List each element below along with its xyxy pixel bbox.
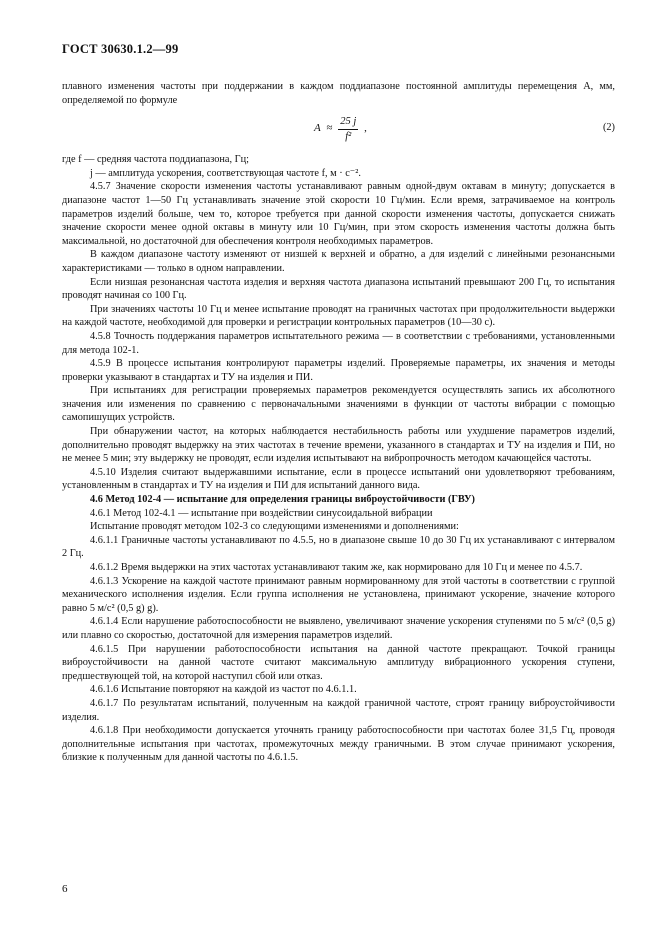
paragraph: При обнаружении частот, на которых наблюдается нестабильность работы или ухудшение параметров изделий, дополнительно проводят выдержку на этих частотах в течение времени, указанного в стандартах и ТУ на изделия и ПИ, но не менее 5 мин; эту выдержку не проводят, если изделия испытывают на вибропрочность методом качающейся частоты. (62, 426, 615, 465)
paragraph: 4.5.9 В процессе испытания контролируют параметры изделий. Проверяемые параметры, их значения и методы проверки указывают в стандартах и ТУ на изделия и ПИ. (62, 358, 615, 383)
paragraph: 4.6.1.3 Ускорение на каждой частоте принимают равным нормированному для этой частоты в соответствии с группой механического исполнения изделия. Если группа исполнения не установлена, принимают ускорение, значение которого равно 5 м/с² (0,5 g) g). (62, 575, 615, 614)
paragraph: 4.6.1.4 Если нарушение работоспособности не выявлено, увеличивают значение ускорения ступенями по 5 м/с² (0,5 g) или плавно со скоростью, достаточной для измерения параметров изделий. (62, 616, 615, 641)
section-heading: 4.6 Метод 102-4 — испытание для определения границы виброустойчивости (ГВУ) (90, 494, 475, 506)
page-number: 6 (62, 883, 68, 895)
paragraph: 4.6.1.2 Время выдержки на этих частотах устанавливают таким же, как нормировано для 10 Гц и менее по 4.5.7. (90, 562, 583, 573)
paragraph: Если низшая резонансная частота изделия и верхняя частота диапазона испытаний превышают 200 Гц, то испытания проводят начиная со 100 Гц. (62, 276, 615, 302)
formula-lhs: A (314, 122, 321, 135)
paragraph: 4.6.1.1 Граничные частоты устанавливают по 4.5.5, но в диапазоне свыше 10 до 30 Гц их устанавливают с интервалом 2 Гц. (62, 534, 615, 560)
paragraph: Испытание проводят методом 102-3 со следующими изменениями и дополнениями: (90, 521, 459, 533)
paragraph: При значениях частоты 10 Гц и менее испытание проводят на граничных частотах при продолжительности выдержки на каждой частоте, необходимой для проверки и регистрации контрольных параметров (10—30 с). (62, 303, 615, 329)
formula-fraction (338, 115, 358, 143)
document-header: ГОСТ 30630.1.2—99 (62, 42, 179, 56)
paragraph: 4.6.1.6 Испытание повторяют на каждой из частот по 4.6.1.1. (90, 684, 357, 696)
paragraph: плавного изменения частоты при поддержании в каждом поддиапазоне постоянной амплитуды перемещения A, мм, определяемой по формуле (62, 81, 615, 106)
formula-trail: , (364, 122, 367, 135)
paragraph: В каждом диапазоне частоту изменяют от низшей к верхней и обратно, а для изделий с линейными резонансными характеристиками — только в одном направлении. (62, 249, 615, 274)
paragraph: При испытаниях для регистрации проверяемых параметров рекомендуется осуществлять запись их абсолютного значения или изменения по сравнению с первоначальными значениями в функции от частоты вибрации с помощью самопишущих устройств. (62, 385, 615, 424)
paragraph: j — амплитуда ускорения, соответствующая частоте f, м · с⁻². (90, 167, 361, 179)
formula-expression (314, 115, 367, 143)
formula-numerator: 25 j (338, 115, 358, 130)
page-body (62, 80, 615, 765)
paragraph: 4.5.10 Изделия считают выдержавшими испытание, если в процессе испытаний они удовлетворяют требованиям, установленным в стандартах и ТУ на изделия и ПИ для испытаний данного вида. (62, 466, 615, 492)
paragraph: 4.6.1.7 По результатам испытаний, полученным на каждой граничной частоте, строят границу виброустойчивости изделия. (62, 697, 615, 723)
formula-denominator: f² (345, 130, 352, 142)
paragraph: 4.5.8 Точность поддержания параметров испытательного режима — в соответствии с требованиями, установленными для метода 102-1. (62, 330, 615, 356)
paragraph: 4.6.1 Метод 102-4.1 — испытание при воздействии синусоидальной вибрации (90, 507, 433, 519)
formula-approx-sign: ≈ (326, 122, 333, 135)
formula-number: (2) (602, 122, 615, 134)
paragraph: 4.5.7 Значение скорости изменения частоты устанавливают равным одной-двум октавам в минуту; допускается в диапазоне частот 1—50 Гц устанавливать значение этой скорости 10 Гц/мин. Если время, затрачиваемое на контроль параметров изделий больше, чем то, которое требуется при данной скорости изменения частоты, допускается снижать значение скорости менее одной октавы в минуту или 10 Гц/мин, при этом скорость изменения частоты должна быть максимальной, но достаточной для обеспечения контроля необходимых параметров. (62, 181, 615, 247)
formula-2 (62, 111, 615, 151)
paragraph: где f — средняя частота поддиапазона, Гц; (62, 154, 249, 166)
paragraph: 4.6.1.8 При необходимости допускается уточнять границу работоспособности при частотах более 31,5 Гц, проводя дополнительные испытания при частотах, промежуточных между граничными. В этом случае принимают ускорения, близкие к полученным для данной частоты по 4.6.1.5. (62, 725, 615, 764)
paragraph: 4.6.1.5 При нарушении работоспособности испытания на данной частоте прекращают. Точкой границы виброустойчивости на данной частоте считают максимальную амплитуду вибрационного ускорения ступени, предшествующей той, на которой наступил сбой или отказ. (62, 643, 615, 682)
